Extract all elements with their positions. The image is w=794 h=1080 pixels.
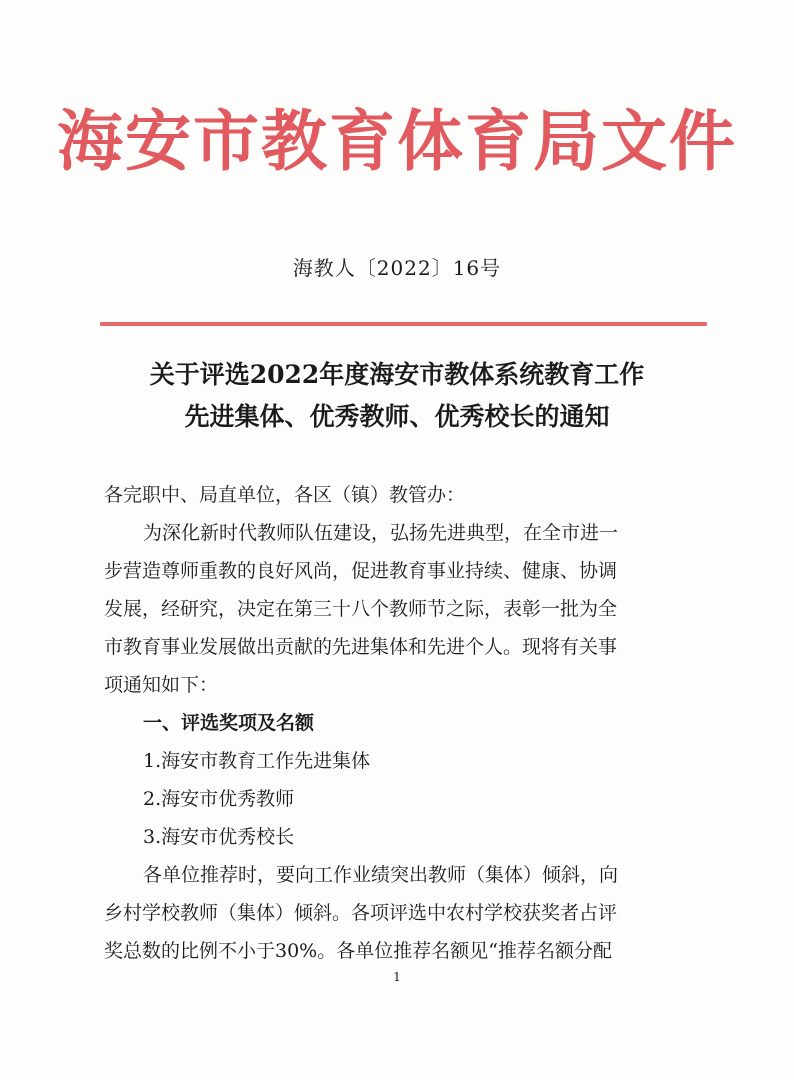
paragraph-line: 奖总数的比例不小于30%。各单位推荐名额见“推荐名额分配 <box>104 940 612 962</box>
masthead-title: 海安市教育体育局文件 <box>57 102 737 180</box>
red-divider-line <box>100 322 707 326</box>
paragraph-line: 各单位推荐时，要向工作业绩突出教师（集体）倾斜，向 <box>143 864 619 886</box>
notice-title-line-1: 关于评选2022年度海安市教体系统教育工作 <box>149 360 645 389</box>
list-item: 2.海安市优秀教师 <box>143 788 295 810</box>
section-heading: 一、评选奖项及名额 <box>143 712 315 734</box>
paragraph-line: 为深化新时代教师队伍建设，弘扬先进典型，在全市进一 <box>143 522 619 544</box>
document-number: 海教人〔2022〕16号 <box>292 256 502 280</box>
paragraph-line: 步营造尊师重教的良好风尚，促进教育事业持续、健康、协调 <box>104 560 618 582</box>
salutation: 各完职中、局直单位，各区（镇）教管办： <box>104 484 466 506</box>
list-item: 3.海安市优秀校长 <box>143 826 295 848</box>
list-item: 1.海安市教育工作先进集体 <box>143 750 371 772</box>
paragraph-line: 市教育事业发展做出贡献的先进集体和先进个人。现将有关事 <box>104 636 618 658</box>
paragraph-line: 发展，经研究，决定在第三十八个教师节之际，表彰一批为全 <box>104 598 618 620</box>
paragraph-line: 乡村学校教师（集体）倾斜。各项评选中农村学校获奖者占评 <box>104 902 618 924</box>
notice-title-line-2: 先进集体、优秀教师、优秀校长的通知 <box>184 402 610 431</box>
page-number: 1 <box>393 970 401 984</box>
paragraph-line: 项通知如下： <box>104 674 219 696</box>
